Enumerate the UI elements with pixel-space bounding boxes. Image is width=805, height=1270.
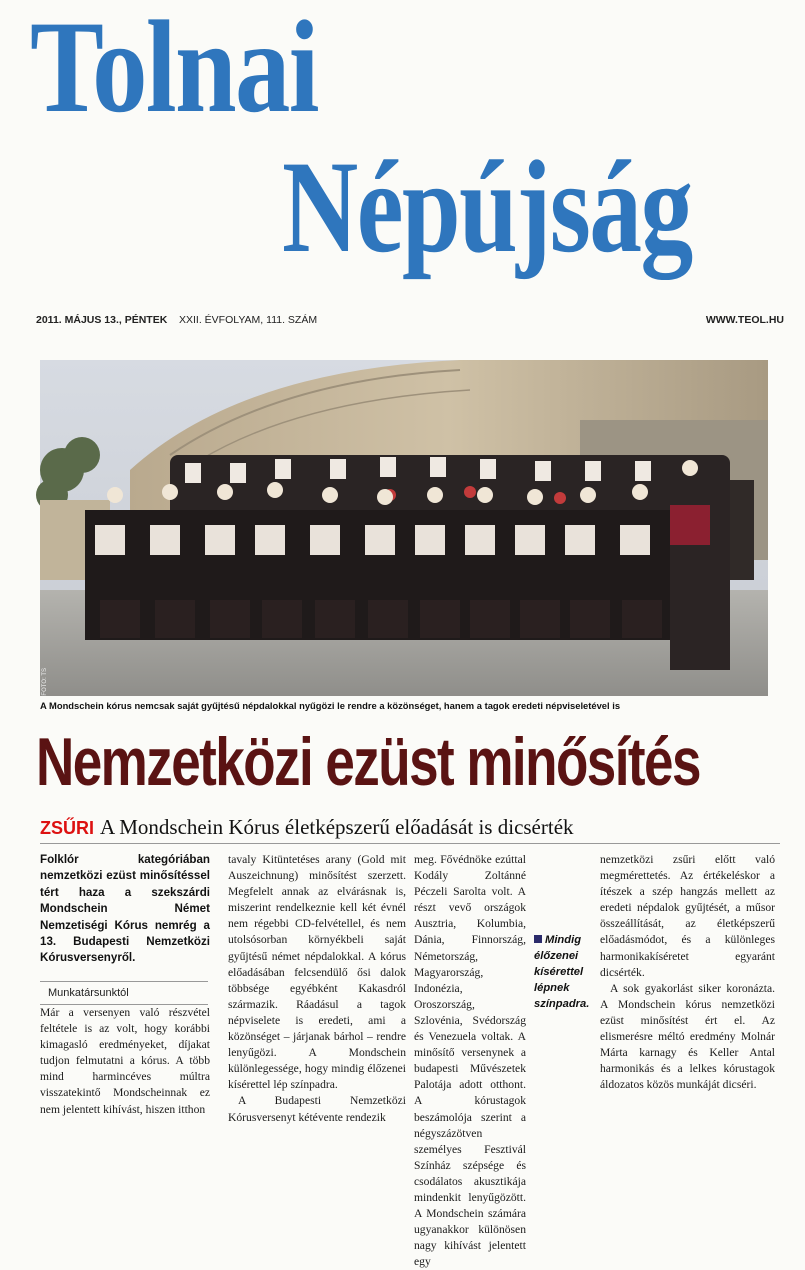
issue-volume: XXII. ÉVFOLYAM, 111. SZÁM	[179, 314, 318, 326]
choir-photo	[40, 360, 768, 696]
article-body-text: nemzetközi zsűri előtt való megmérettetés. Az értékeléskor a ítészek a szép hangzás mellett az eredeti népdalok gyűjtését, a műsor összeállítását, az életképszerű előadásmódot, és a különleges harmonikakíséretet egyaránt dicsérték.	[600, 853, 775, 979]
issue-date: 2011. MÁJUS 13., PÉNTEK	[36, 314, 168, 326]
article-author: Munkatársunktól	[40, 981, 208, 1005]
masthead	[30, 0, 790, 310]
photo-credit: FOTÓ: TS	[42, 668, 48, 696]
article-subheadline: A Mondschein Kórus életképszerű előadását is dicsérték	[100, 815, 574, 839]
article-column-2	[228, 852, 406, 1126]
article-kicker: ZSŰRI	[40, 818, 94, 838]
article-body-text: meg. Fővédnöke ezúttal Kodály Zoltánné Péczeli Sarolta volt. A részt vevő országok Ausztria, Kolumbia, Dánia, Finnország, Németország, Magyarország, Indonézia, Oroszország, Szlovénia, Svédország és Venezuela voltak. A minősítő versenynek a budapesti Művészetek Palotája adott otthont. A kórustagok beszámolója szerint a négyszázötven személyes Fesztivál Színház szépsége és csodálatos akusztikája mindenkit lenyűgözött. A Mondschein számára ugyanakkor különösen nagy kihívást jelentett egy	[414, 853, 526, 1269]
masthead-title-line1: Tolnai	[30, 0, 318, 140]
dateline	[36, 312, 784, 328]
divider	[40, 843, 780, 844]
pull-quote-text: Mindig élőzenei kísérettel lépnek színpadra.	[534, 934, 590, 1010]
website-link[interactable]: WWW.TEOL.HU	[705, 314, 784, 326]
article-column-4	[600, 852, 775, 1093]
square-bullet-icon	[534, 935, 542, 943]
photo-caption: A Mondschein kórus nemcsak saját gyűjtésű népdalokkal nyűgözi le rendre a közönséget, hanem a tagok eredeti népviseletével is	[40, 700, 621, 711]
article-body-text: A Budapesti Nemzetközi Kórusversenyt kétévente rendezik	[228, 1094, 406, 1124]
masthead-title-line2: Népújság	[282, 133, 692, 280]
article-body-text: Már a versenyen való részvétel feltétele is az volt, hogy korábbi kimagasló eredményeket, díjakat tudjon felmutatni a kórus. A több mind harmincéves múltra visszatekintő Mondscheinnak ez nem jelentett kihívást, hiszen itthon	[40, 1005, 210, 1116]
article-body-text: tavaly Kitüntetéses arany (Gold mit Auszeichnung) minősítést szerzett. Megfelelt annak az elvárásnak is, miszerint rendelkeznie kell két évnél nem régebbi CD-felvétellel, és nem utolsósorban környékbeli saját gyűjtésű német népdalokkal. A kórus előadásában felcsendülő ősi dalok többsége egyébként Kakasdról származik. Ráadásul a tagok népviselete is eredeti, ami a közönséget – járjanak bárhol – rendre lenyűgözi. A Mondschein különlegessége, hogy mindig élőzenei kísérettel lép színpadra.	[228, 853, 406, 1092]
article-deck	[40, 814, 780, 841]
article-column-1	[40, 852, 210, 1118]
article-column-3	[414, 852, 526, 1270]
article-lead: Folklór kategóriában nemzetközi ezüst minősítéssel tért haza a szekszárdi Mondschein Német Nemzetiségi Kórus nemrég a 13. Budapesti Nemzetközi Kórusversenyről.	[40, 853, 210, 965]
article-headline: Nemzetközi ezüst minősítés	[36, 724, 700, 800]
article-body-text: A sok gyakorlást siker koronázta. A Mondschein kórus nemzetközi ezüst minősítést ért el. Az elismerésre méltó eredmény Molnár Márta karnagy és Keller Antal harmonikás és a lelkes kórustagok áldozatos közös munkáját dicséri.	[600, 981, 775, 1092]
